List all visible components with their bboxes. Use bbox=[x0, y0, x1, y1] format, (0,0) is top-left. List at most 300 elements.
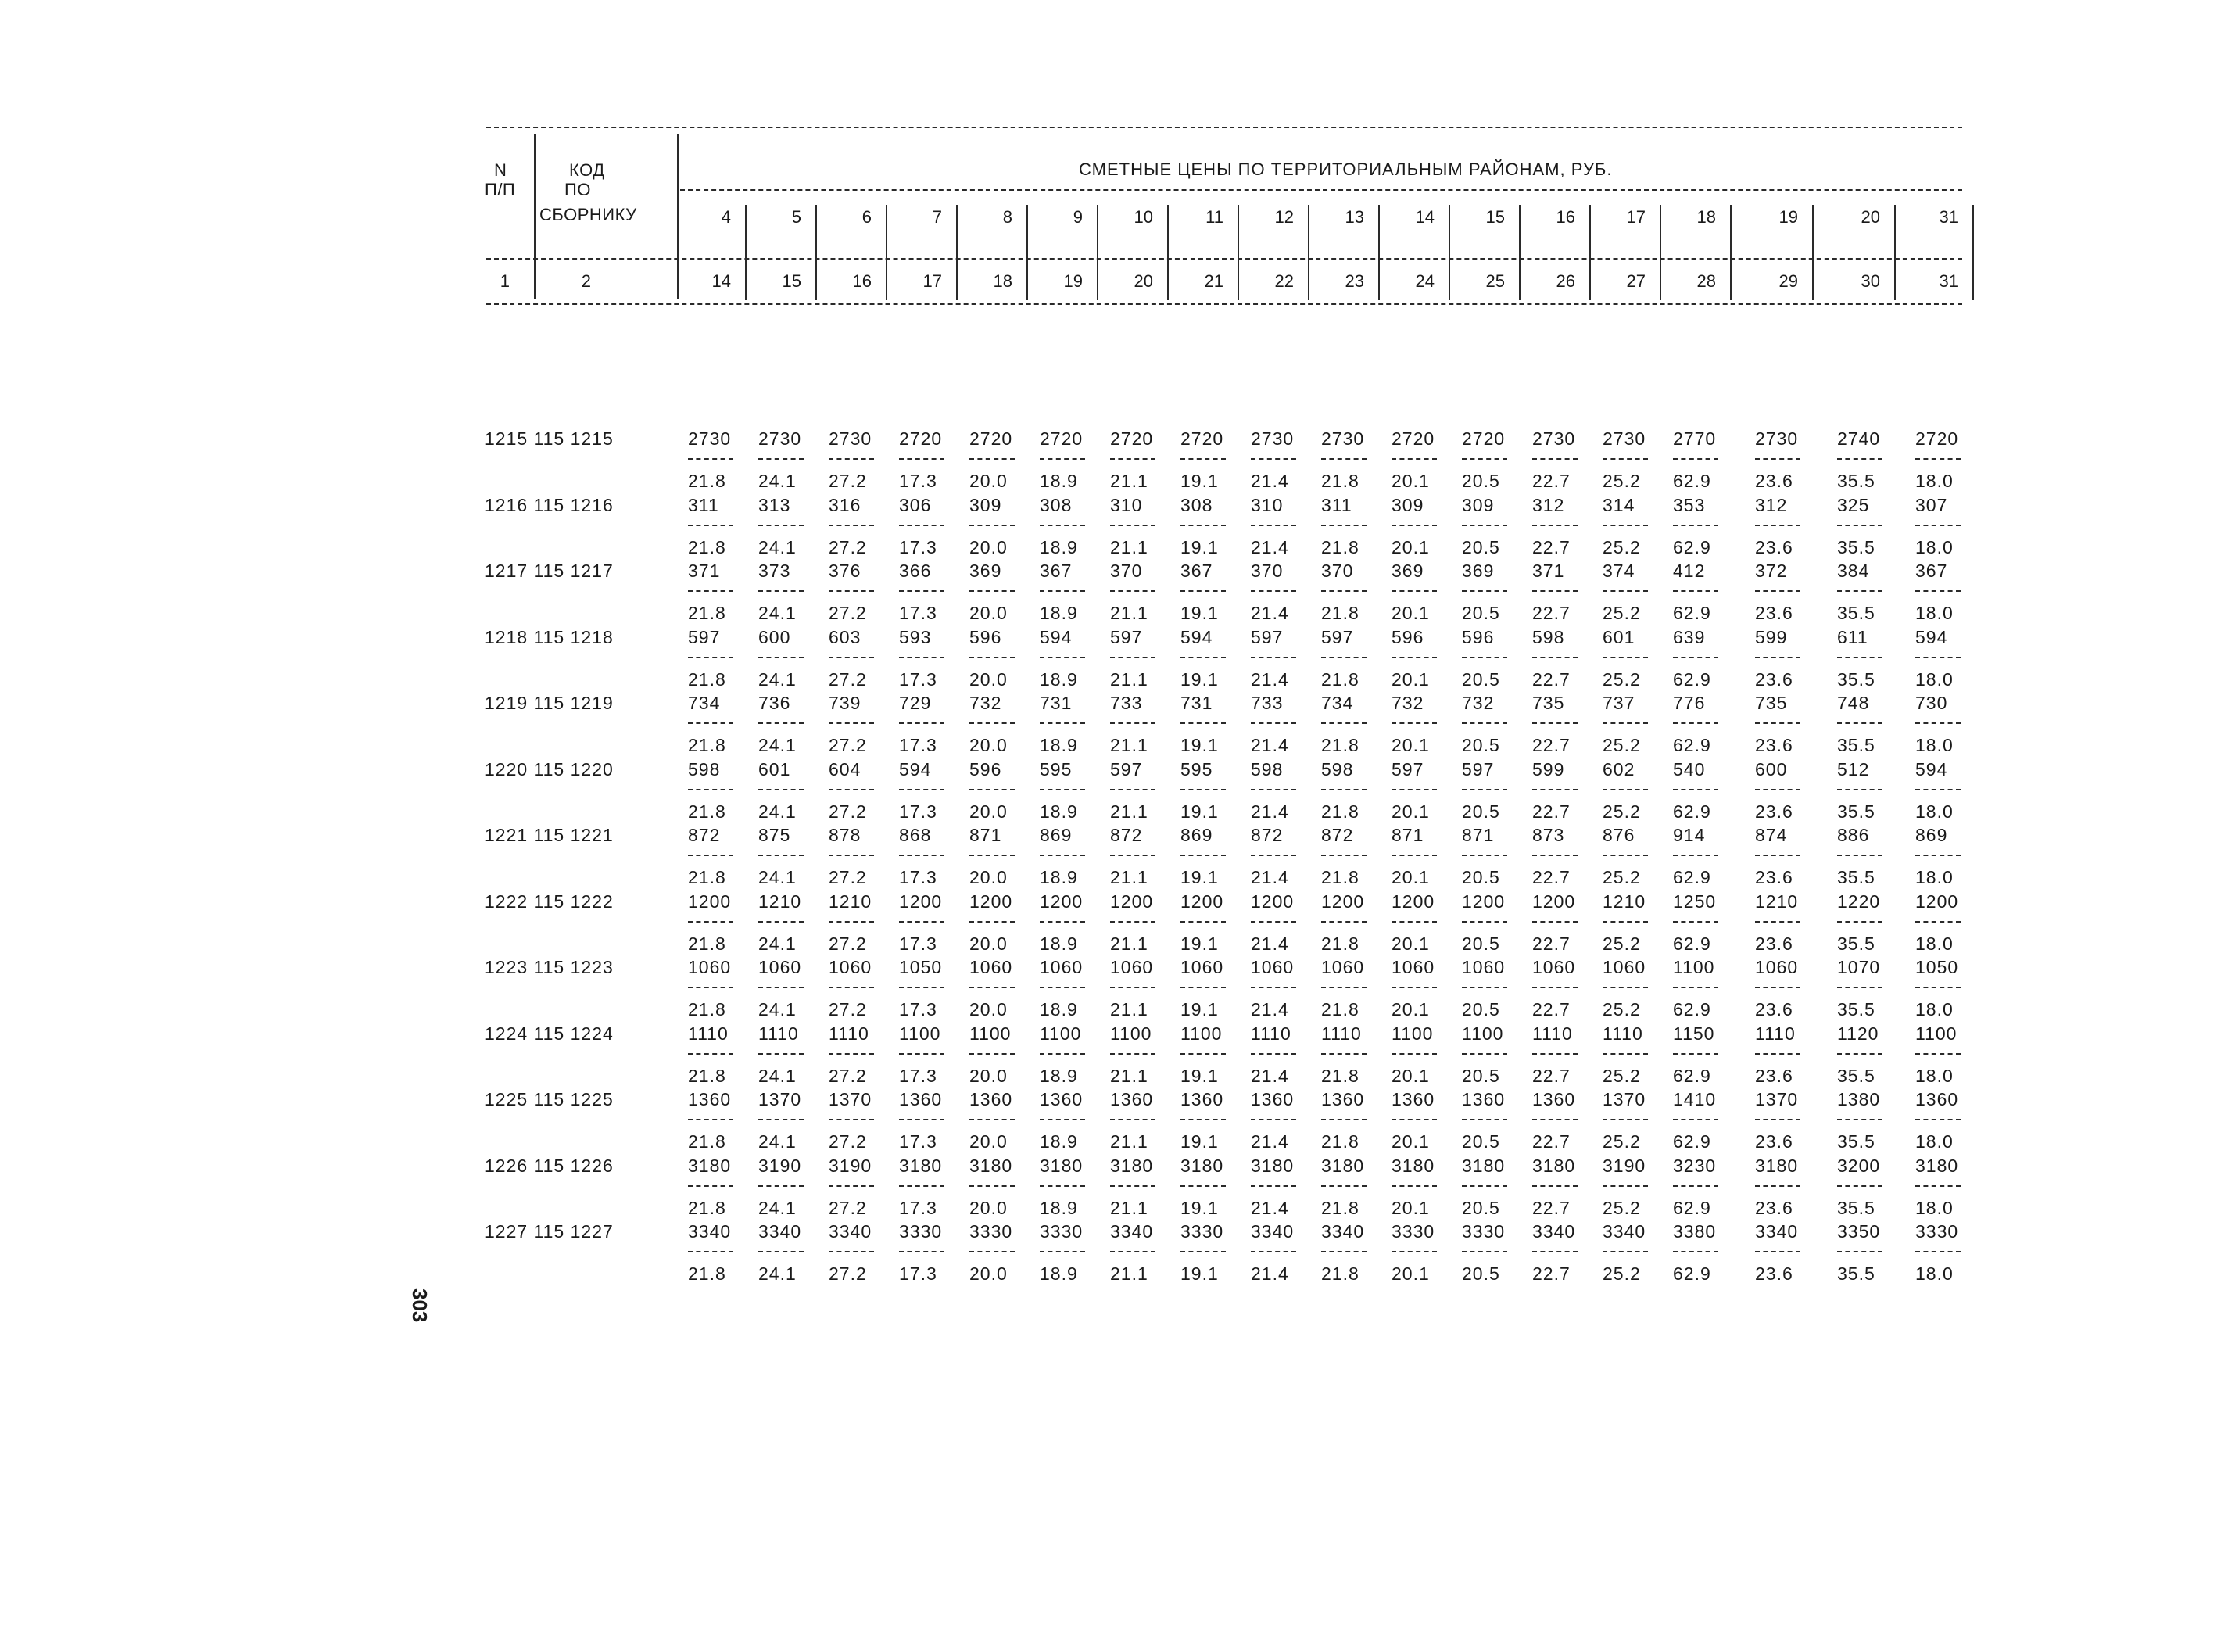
price-value: 1360 bbox=[1251, 1089, 1295, 1109]
fraction-dash bbox=[1755, 789, 1800, 790]
coefficient-value: 18.9 bbox=[1040, 1065, 1078, 1086]
price-value: 3340 bbox=[688, 1221, 732, 1242]
fraction-dash bbox=[1180, 1251, 1226, 1252]
coefficient-value: 35.5 bbox=[1837, 668, 1875, 690]
coefficient-value: 23.6 bbox=[1755, 1065, 1793, 1086]
fraction-dash bbox=[1110, 987, 1155, 988]
fraction-dash bbox=[1603, 921, 1648, 923]
fraction-dash bbox=[758, 987, 804, 988]
fraction-dash bbox=[1251, 657, 1296, 658]
price-value: 1360 bbox=[688, 1089, 732, 1109]
coefficient-value: 18.9 bbox=[1040, 471, 1078, 491]
district-number: 31 bbox=[1939, 207, 1958, 227]
column-index: 30 bbox=[1861, 271, 1880, 291]
price-value: 3180 bbox=[899, 1155, 943, 1176]
price-value: 3180 bbox=[1755, 1155, 1799, 1176]
price-value: 371 bbox=[1532, 561, 1565, 581]
coefficient-value: 20.1 bbox=[1392, 1263, 1430, 1284]
coefficient-value: 18.0 bbox=[1915, 603, 1954, 623]
price-value: 1110 bbox=[1603, 1023, 1643, 1044]
coefficient-value: 23.6 bbox=[1755, 603, 1793, 623]
fraction-dash bbox=[1673, 855, 1718, 856]
coefficient-value: 22.7 bbox=[1532, 933, 1571, 954]
price-value: 875 bbox=[758, 825, 791, 845]
row-code-label: 1226 115 1226 bbox=[485, 1155, 614, 1176]
price-value: 308 bbox=[1040, 494, 1073, 515]
fraction-dash bbox=[1321, 987, 1367, 988]
coefficient-value: 17.3 bbox=[899, 668, 937, 690]
coefficient-value: 62.9 bbox=[1673, 867, 1711, 887]
price-value: 1120 bbox=[1837, 1023, 1879, 1044]
fraction-dash bbox=[1837, 722, 1882, 724]
fraction-dash bbox=[1837, 458, 1882, 460]
price-value: 597 bbox=[1392, 758, 1424, 779]
coefficient-value: 19.1 bbox=[1180, 603, 1219, 623]
fraction-dash bbox=[1180, 1119, 1226, 1120]
fraction-dash bbox=[1392, 1185, 1437, 1187]
fraction-dash bbox=[1915, 1053, 1961, 1055]
coefficient-value: 20.5 bbox=[1462, 999, 1500, 1020]
price-value: 3330 bbox=[1462, 1221, 1506, 1242]
fraction-dash bbox=[969, 722, 1015, 724]
header-mid-rule bbox=[680, 189, 1962, 191]
coefficient-value: 19.1 bbox=[1180, 668, 1219, 690]
fraction-dash bbox=[1180, 458, 1226, 460]
coefficient-value: 20.1 bbox=[1392, 603, 1430, 623]
price-value: 871 bbox=[1462, 825, 1495, 845]
fraction-dash bbox=[1915, 1185, 1961, 1187]
price-value: 1100 bbox=[1180, 1023, 1223, 1044]
coefficient-value: 17.3 bbox=[899, 1131, 937, 1152]
fraction-dash bbox=[1321, 1251, 1367, 1252]
fraction-dash bbox=[1837, 855, 1882, 856]
price-value: 312 bbox=[1755, 494, 1788, 515]
fraction-dash bbox=[758, 1185, 804, 1187]
price-value: 739 bbox=[829, 693, 861, 713]
coefficient-value: 27.2 bbox=[829, 933, 867, 954]
fraction-dash bbox=[1251, 1185, 1296, 1187]
fraction-dash bbox=[1040, 921, 1085, 923]
fraction-dash bbox=[1251, 1251, 1296, 1252]
price-value: 311 bbox=[688, 494, 719, 515]
row-code-label: 1218 115 1218 bbox=[485, 626, 614, 647]
fraction-dash bbox=[1392, 722, 1437, 724]
price-value: 2730 bbox=[829, 428, 872, 449]
coefficient-value: 18.9 bbox=[1040, 1197, 1078, 1218]
fraction-dash bbox=[1673, 921, 1718, 923]
fraction-dash bbox=[1603, 657, 1648, 658]
price-value: 1100 bbox=[1392, 1023, 1434, 1044]
price-value: 733 bbox=[1251, 693, 1284, 713]
coefficient-value: 18.9 bbox=[1040, 668, 1078, 690]
price-value: 596 bbox=[969, 626, 1002, 647]
price-value: 3340 bbox=[1532, 1221, 1576, 1242]
coefficient-value: 20.1 bbox=[1392, 735, 1430, 755]
coefficient-value: 21.8 bbox=[688, 735, 726, 755]
coefficient-value: 18.0 bbox=[1915, 471, 1954, 491]
fraction-dash bbox=[1603, 855, 1648, 856]
coefficient-value: 27.2 bbox=[829, 1131, 867, 1152]
coefficient-value: 17.3 bbox=[899, 999, 937, 1020]
price-value: 732 bbox=[969, 693, 1002, 713]
district-number: 6 bbox=[861, 207, 872, 227]
price-value: 1200 bbox=[688, 891, 732, 912]
price-value: 1070 bbox=[1837, 957, 1881, 977]
fraction-dash bbox=[1110, 722, 1155, 724]
coefficient-value: 18.0 bbox=[1915, 735, 1954, 755]
fraction-dash bbox=[1180, 657, 1226, 658]
fraction-dash bbox=[1837, 657, 1882, 658]
price-value: 3380 bbox=[1673, 1221, 1717, 1242]
price-value: 374 bbox=[1603, 561, 1635, 581]
price-value: 1110 bbox=[1251, 1023, 1291, 1044]
price-value: 1060 bbox=[1462, 957, 1506, 977]
price-value: 1100 bbox=[899, 1023, 941, 1044]
coefficient-value: 35.5 bbox=[1837, 471, 1875, 491]
col-code-sub1-label: ПО bbox=[564, 180, 591, 199]
fraction-dash bbox=[1040, 590, 1085, 592]
coefficient-value: 27.2 bbox=[829, 1197, 867, 1218]
coefficient-value: 21.1 bbox=[1110, 603, 1148, 623]
price-value: 598 bbox=[1532, 626, 1565, 647]
price-value: 2730 bbox=[1321, 428, 1365, 449]
column-index: 20 bbox=[1134, 271, 1153, 291]
column-index: 14 bbox=[711, 271, 731, 291]
price-value: 596 bbox=[969, 758, 1002, 779]
row-code-label: 1227 115 1227 bbox=[485, 1221, 614, 1242]
row-code-label: 1220 115 1220 bbox=[485, 758, 614, 779]
row-code-label: 1225 115 1225 bbox=[485, 1089, 614, 1109]
fraction-dash bbox=[688, 590, 733, 592]
coefficient-value: 20.0 bbox=[969, 1065, 1008, 1086]
price-value: 3180 bbox=[1180, 1155, 1224, 1176]
fraction-dash bbox=[969, 458, 1015, 460]
price-value: 311 bbox=[1321, 494, 1352, 515]
fraction-dash bbox=[1392, 1119, 1437, 1120]
coefficient-value: 21.1 bbox=[1110, 867, 1148, 887]
price-value: 3340 bbox=[1251, 1221, 1295, 1242]
district-separator bbox=[1812, 205, 1814, 300]
coefficient-value: 20.1 bbox=[1392, 1131, 1430, 1152]
coefficient-value: 20.1 bbox=[1392, 801, 1430, 822]
coefficient-value: 21.8 bbox=[688, 867, 726, 887]
coefficient-value: 21.8 bbox=[1321, 536, 1359, 557]
price-value: 604 bbox=[829, 758, 861, 779]
price-value: 873 bbox=[1532, 825, 1565, 845]
fraction-dash bbox=[1532, 458, 1578, 460]
price-value: 2720 bbox=[1110, 428, 1154, 449]
fraction-dash bbox=[899, 1053, 944, 1055]
price-value: 1060 bbox=[1110, 957, 1154, 977]
price-value: 1100 bbox=[1110, 1023, 1152, 1044]
coefficient-value: 21.1 bbox=[1110, 536, 1148, 557]
fraction-dash bbox=[1180, 1053, 1226, 1055]
coefficient-value: 17.3 bbox=[899, 1065, 937, 1086]
coefficient-value: 22.7 bbox=[1532, 1065, 1571, 1086]
district-number: 5 bbox=[791, 207, 801, 227]
fraction-dash bbox=[1532, 657, 1578, 658]
fraction-dash bbox=[1392, 458, 1437, 460]
price-value: 886 bbox=[1837, 825, 1870, 845]
price-value: 2770 bbox=[1673, 428, 1717, 449]
coefficient-value: 21.8 bbox=[688, 1131, 726, 1152]
price-value: 737 bbox=[1603, 693, 1635, 713]
fraction-dash bbox=[1603, 590, 1648, 592]
price-value: 3340 bbox=[1110, 1221, 1154, 1242]
price-value: 2720 bbox=[1392, 428, 1435, 449]
column-index: 17 bbox=[922, 271, 942, 291]
coefficient-value: 21.1 bbox=[1110, 999, 1148, 1020]
row-code-label: 1221 115 1221 bbox=[485, 825, 614, 845]
price-value: 1360 bbox=[1321, 1089, 1365, 1109]
price-value: 1100 bbox=[1915, 1023, 1958, 1044]
fraction-dash bbox=[899, 1185, 944, 1187]
coefficient-value: 21.1 bbox=[1110, 471, 1148, 491]
coefficient-value: 18.9 bbox=[1040, 867, 1078, 887]
fraction-dash bbox=[1251, 458, 1296, 460]
district-separator bbox=[1519, 205, 1521, 300]
coefficient-value: 24.1 bbox=[758, 603, 797, 623]
fraction-dash bbox=[1462, 722, 1507, 724]
price-value: 1050 bbox=[899, 957, 943, 977]
district-separator bbox=[1097, 205, 1098, 300]
fraction-dash bbox=[1392, 657, 1437, 658]
fraction-dash bbox=[1321, 657, 1367, 658]
coefficient-value: 35.5 bbox=[1837, 1263, 1875, 1284]
coefficient-value: 22.7 bbox=[1532, 1131, 1571, 1152]
header-sep-1 bbox=[534, 134, 536, 299]
column-index: 18 bbox=[993, 271, 1012, 291]
fraction-dash bbox=[829, 1251, 874, 1252]
fraction-dash bbox=[1755, 458, 1800, 460]
index-first: 1 bbox=[500, 271, 510, 291]
fraction-dash bbox=[829, 1119, 874, 1120]
header-sep-2 bbox=[677, 134, 679, 299]
fraction-dash bbox=[829, 987, 874, 988]
price-value: 1060 bbox=[1755, 957, 1799, 977]
fraction-dash bbox=[1462, 921, 1507, 923]
coefficient-value: 21.8 bbox=[1321, 867, 1359, 887]
price-value: 872 bbox=[688, 825, 721, 845]
coefficient-value: 22.7 bbox=[1532, 999, 1571, 1020]
fraction-dash bbox=[969, 1251, 1015, 1252]
fraction-dash bbox=[688, 525, 733, 526]
price-value: 3330 bbox=[1392, 1221, 1435, 1242]
price-value: 1110 bbox=[1755, 1023, 1796, 1044]
coefficient-value: 21.8 bbox=[688, 668, 726, 690]
fraction-dash bbox=[688, 1053, 733, 1055]
coefficient-value: 18.9 bbox=[1040, 801, 1078, 822]
fraction-dash bbox=[1755, 657, 1800, 658]
price-value: 597 bbox=[1251, 626, 1284, 647]
coefficient-value: 18.0 bbox=[1915, 536, 1954, 557]
fraction-dash bbox=[758, 590, 804, 592]
price-value: 1060 bbox=[1532, 957, 1576, 977]
coefficient-value: 62.9 bbox=[1673, 1065, 1711, 1086]
price-value: 2720 bbox=[1040, 428, 1084, 449]
coefficient-value: 21.8 bbox=[1321, 668, 1359, 690]
fraction-dash bbox=[1915, 855, 1961, 856]
price-value: 1360 bbox=[1532, 1089, 1576, 1109]
coefficient-value: 18.0 bbox=[1915, 999, 1954, 1020]
coefficient-value: 20.0 bbox=[969, 801, 1008, 822]
fraction-dash bbox=[1915, 1251, 1961, 1252]
coefficient-value: 21.8 bbox=[1321, 999, 1359, 1020]
district-number: 11 bbox=[1205, 207, 1223, 227]
price-value: 1360 bbox=[969, 1089, 1013, 1109]
price-value: 596 bbox=[1392, 626, 1424, 647]
coefficient-value: 24.1 bbox=[758, 801, 797, 822]
district-separator bbox=[1238, 205, 1239, 300]
fraction-dash bbox=[758, 1053, 804, 1055]
fraction-dash bbox=[1532, 525, 1578, 526]
fraction-dash bbox=[1755, 590, 1800, 592]
fraction-dash bbox=[1180, 921, 1226, 923]
coefficient-value: 21.8 bbox=[688, 999, 726, 1020]
price-value: 3330 bbox=[1180, 1221, 1224, 1242]
coefficient-value: 20.5 bbox=[1462, 1263, 1500, 1284]
price-value: 412 bbox=[1673, 561, 1706, 581]
fraction-dash bbox=[688, 458, 733, 460]
fraction-dash bbox=[899, 722, 944, 724]
fraction-dash bbox=[1040, 1119, 1085, 1120]
fraction-dash bbox=[1392, 921, 1437, 923]
coefficient-value: 21.1 bbox=[1110, 933, 1148, 954]
price-value: 1060 bbox=[1180, 957, 1224, 977]
price-value: 1200 bbox=[899, 891, 943, 912]
coefficient-value: 19.1 bbox=[1180, 999, 1219, 1020]
price-value: 1060 bbox=[829, 957, 872, 977]
fraction-dash bbox=[969, 657, 1015, 658]
coefficient-value: 20.5 bbox=[1462, 1131, 1500, 1152]
price-value: 732 bbox=[1462, 693, 1495, 713]
price-value: 593 bbox=[899, 626, 932, 647]
fraction-dash bbox=[1110, 657, 1155, 658]
fraction-dash bbox=[899, 458, 944, 460]
price-value: 367 bbox=[1040, 561, 1073, 581]
fraction-dash bbox=[899, 987, 944, 988]
fraction-dash bbox=[829, 1053, 874, 1055]
price-value: 868 bbox=[899, 825, 932, 845]
coefficient-value: 20.5 bbox=[1462, 867, 1500, 887]
fraction-dash bbox=[688, 921, 733, 923]
coefficient-value: 17.3 bbox=[899, 603, 937, 623]
price-value: 1220 bbox=[1837, 891, 1881, 912]
price-value: 729 bbox=[899, 693, 932, 713]
coefficient-value: 18.9 bbox=[1040, 735, 1078, 755]
fraction-dash bbox=[1110, 1119, 1155, 1120]
fraction-dash bbox=[1673, 1119, 1718, 1120]
fraction-dash bbox=[758, 657, 804, 658]
coefficient-value: 21.8 bbox=[1321, 933, 1359, 954]
fraction-dash bbox=[1321, 1185, 1367, 1187]
price-value: 1050 bbox=[1915, 957, 1959, 977]
fraction-dash bbox=[1837, 590, 1882, 592]
price-value: 1100 bbox=[1040, 1023, 1082, 1044]
coefficient-value: 35.5 bbox=[1837, 867, 1875, 887]
col-n-label: N bbox=[494, 160, 507, 180]
coefficient-value: 22.7 bbox=[1532, 735, 1571, 755]
coefficient-value: 24.1 bbox=[758, 471, 797, 491]
coefficient-value: 17.3 bbox=[899, 1197, 937, 1218]
district-separator bbox=[1449, 205, 1450, 300]
coefficient-value: 21.4 bbox=[1251, 1263, 1289, 1284]
fraction-dash bbox=[1110, 855, 1155, 856]
district-number: 4 bbox=[721, 207, 731, 227]
price-value: 1370 bbox=[829, 1089, 872, 1109]
fraction-dash bbox=[969, 921, 1015, 923]
coefficient-value: 21.8 bbox=[1321, 1065, 1359, 1086]
price-value: 2730 bbox=[1251, 428, 1295, 449]
coefficient-value: 20.0 bbox=[969, 735, 1008, 755]
coefficient-value: 18.9 bbox=[1040, 536, 1078, 557]
coefficient-value: 21.8 bbox=[1321, 1263, 1359, 1284]
coefficient-value: 20.1 bbox=[1392, 1065, 1430, 1086]
fraction-dash bbox=[969, 590, 1015, 592]
coefficient-value: 21.4 bbox=[1251, 801, 1289, 822]
price-value: 310 bbox=[1110, 494, 1143, 515]
price-value: 2730 bbox=[758, 428, 802, 449]
fraction-dash bbox=[1915, 722, 1961, 724]
coefficient-value: 20.5 bbox=[1462, 536, 1500, 557]
table-title: СМЕТНЫЕ ЦЕНЫ ПО ТЕРРИТОРИАЛЬНЫМ РАЙОНАМ, РУБ. bbox=[1079, 159, 1613, 179]
fraction-dash bbox=[1180, 590, 1226, 592]
fraction-dash bbox=[1837, 921, 1882, 923]
price-value: 2720 bbox=[969, 428, 1013, 449]
price-value: 594 bbox=[1915, 758, 1948, 779]
coefficient-value: 22.7 bbox=[1532, 603, 1571, 623]
price-value: 600 bbox=[1755, 758, 1788, 779]
coefficient-value: 20.5 bbox=[1462, 668, 1500, 690]
coefficient-value: 18.0 bbox=[1915, 1263, 1954, 1284]
district-number: 16 bbox=[1556, 207, 1575, 227]
coefficient-value: 22.7 bbox=[1532, 536, 1571, 557]
price-value: 1200 bbox=[1532, 891, 1576, 912]
column-index: 26 bbox=[1556, 271, 1575, 291]
coefficient-value: 62.9 bbox=[1673, 735, 1711, 755]
price-value: 914 bbox=[1673, 825, 1706, 845]
price-value: 594 bbox=[1040, 626, 1073, 647]
price-value: 1360 bbox=[1915, 1089, 1959, 1109]
coefficient-value: 18.9 bbox=[1040, 1263, 1078, 1284]
fraction-dash bbox=[969, 1119, 1015, 1120]
fraction-dash bbox=[829, 657, 874, 658]
coefficient-value: 25.2 bbox=[1603, 1197, 1641, 1218]
price-value: 1060 bbox=[1603, 957, 1646, 977]
fraction-dash bbox=[1915, 1119, 1961, 1120]
fraction-dash bbox=[1532, 987, 1578, 988]
coefficient-value: 18.9 bbox=[1040, 1131, 1078, 1152]
coefficient-value: 35.5 bbox=[1837, 603, 1875, 623]
fraction-dash bbox=[1462, 855, 1507, 856]
coefficient-value: 62.9 bbox=[1673, 1131, 1711, 1152]
fraction-dash bbox=[1321, 525, 1367, 526]
coefficient-value: 21.1 bbox=[1110, 1065, 1148, 1086]
coefficient-value: 21.4 bbox=[1251, 471, 1289, 491]
district-number: 15 bbox=[1485, 207, 1505, 227]
price-value: 872 bbox=[1110, 825, 1143, 845]
district-number: 17 bbox=[1626, 207, 1646, 227]
price-value: 1060 bbox=[1251, 957, 1295, 977]
fraction-dash bbox=[1673, 525, 1718, 526]
price-value: 733 bbox=[1110, 693, 1143, 713]
fraction-dash bbox=[1321, 458, 1367, 460]
price-value: 3350 bbox=[1837, 1221, 1881, 1242]
coefficient-value: 27.2 bbox=[829, 999, 867, 1020]
price-value: 603 bbox=[829, 626, 861, 647]
price-value: 369 bbox=[1392, 561, 1424, 581]
coefficient-value: 23.6 bbox=[1755, 735, 1793, 755]
